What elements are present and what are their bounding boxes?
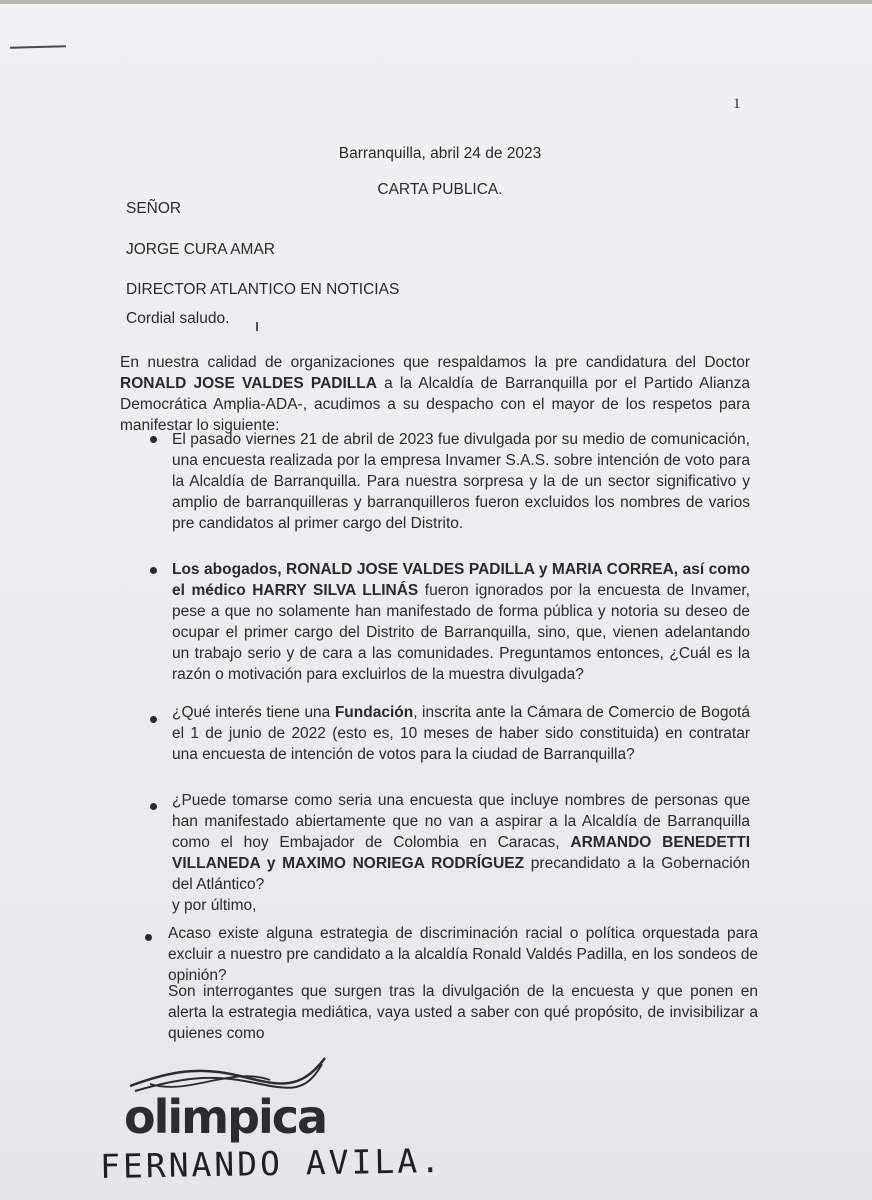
recipient-position: DIRECTOR ATLANTICO EN NOTICIAS (126, 281, 400, 298)
bullet-item-3 (172, 702, 750, 765)
bullet-dot (150, 803, 157, 810)
intro-text-1: En nuestra calidad de organizaciones que respaldamos la pre candidatura del Doctor (120, 354, 750, 371)
bullet-item-2 (172, 559, 750, 685)
intro-paragraph (120, 352, 750, 436)
bullet-4-after: y por último, (172, 897, 257, 914)
bullet-4-rest: precandidato a la Gobernación del Atlántico? (172, 855, 750, 893)
bullet-1-text: El pasado viernes 21 de abril de 2023 fue divulgada por su medio de comunicación, una encuesta realizada por la empresa Invamer S.A.S. sobre intención de voto para la Alcaldía de Barranquilla. Para nuestra sorpresa y la de un sector significativo y amplio de barranquilleras y barranquilleros fueron excluidos los nombres de varios pre candidatos al primer cargo del Distrito. (172, 431, 750, 532)
recipient-name: JORGE CURA AMAR (126, 241, 275, 258)
bullet-4-bold: ARMANDO BENEDETTI VILLANEDA y MAXIMO NORIEGA RODRÍGUEZ (172, 834, 750, 872)
salutation-title: SEÑOR (126, 200, 182, 217)
olimpica-logo (110, 1046, 370, 1146)
bullet-5-text: Acaso existe alguna estrategia de discriminación racial o política orquestada para excluir a nuestro pre candidato a la alcaldía Ronald Valdés Padilla, en los sondeos de opinión? (168, 925, 758, 984)
bullet-item-4 (172, 790, 750, 916)
closing-text: Son interrogantes que surgen tras la divulgación de la encuesta y que ponen en alerta la estrategia mediática, vaya usted a saber con qué propósito, de invisibilizar a quienes como (168, 983, 758, 1042)
bullet-3-rest: , inscrita ante la Cámara de Comercio de Bogotá el 1 de junio de 2022 (esto es, 10 meses de haber sido constituida) en contratar una encuesta de intención de votos para la ciudad de Barranquilla? (172, 704, 750, 763)
greeting: Cordial saludo. (126, 310, 230, 327)
bullet-4-pre: ¿Puede tomarse como seria una encuesta que incluye nombres de personas que han manifestado abiertamente que no van a aspirar a la Alcaldía de Barranquilla como el hoy Embajador de Colombia en Caracas, (172, 792, 750, 851)
bullet-item-5 (168, 923, 758, 986)
document-type: CARTA PUBLICA. (377, 181, 503, 198)
pen-mark (10, 45, 66, 48)
bullet-dot (145, 934, 152, 941)
closing-paragraph (168, 981, 758, 1044)
bullet-dot (150, 567, 157, 574)
letter-page (0, 4, 872, 1200)
bullet-2-text: fueron ignorados por la encuesta de Invamer, pese a que no solamente han manifestado de forma pública y notoria su deseo de ocupar el primer cargo del Distrito de Barranquilla, sino, que, vienen adelantando un trabajo serio y de cara a las comunidades. Preguntamos entonces, ¿Cuál es la razón o motivación para excluirlos de la muestra divulgada? (172, 582, 750, 683)
bullet-2-bold: Los abogados, RONALD JOSE VALDES PADILLA y MARIA CORREA, así como el médico HARRY SILVA LLINÁS (172, 561, 750, 599)
handwritten-signature: FERNANDO AVILA. (99, 1141, 444, 1186)
place-date: Barranquilla, abril 24 de 2023 (338, 145, 542, 162)
bullet-dot (150, 436, 157, 443)
bullet-item-1 (172, 429, 750, 534)
ink-speck (256, 322, 258, 331)
logo-wordmark: olimpica (124, 1090, 327, 1144)
page-number: 1 (733, 96, 741, 112)
bullet-dot (150, 716, 157, 723)
bullet-3-pre: ¿Qué interés tiene una (172, 704, 335, 721)
intro-candidate-name: RONALD JOSE VALDES PADILLA (120, 375, 377, 392)
intro-text-2: a la Alcaldía de Barranquilla por el Partido Alianza Democrática Amplia-ADA-, acudimos a su despacho con el mayor de los respetos para manifestar lo siguiente: (120, 375, 750, 434)
bullet-3-bold: Fundación (334, 704, 414, 721)
